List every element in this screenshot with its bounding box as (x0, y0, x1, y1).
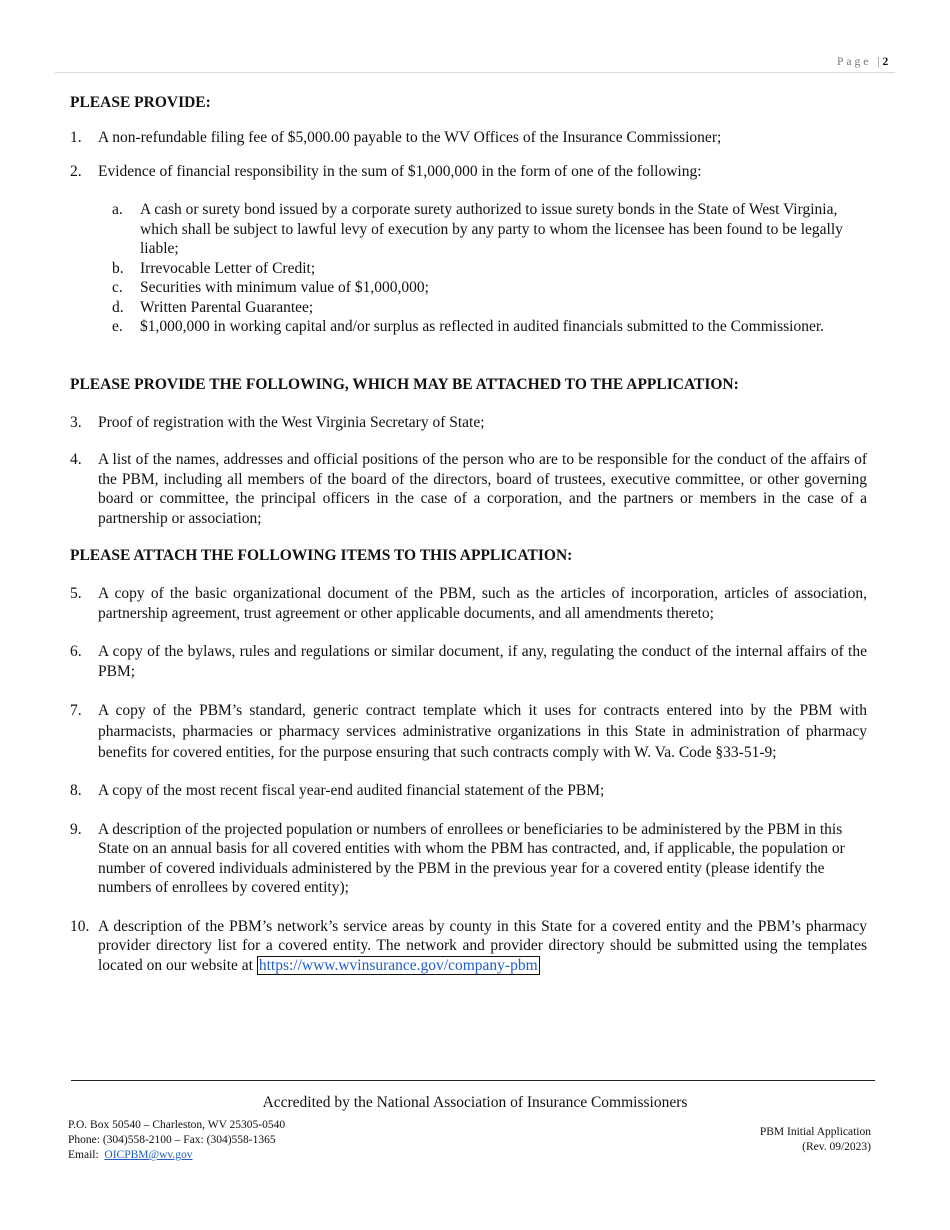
item-number: 7. (70, 702, 82, 719)
sub-item-letter: d. (112, 298, 124, 316)
mailing-address: P.O. Box 50540 – Charleston, WV 25305-0540 (68, 1119, 286, 1131)
form-name: PBM Initial Application (759, 1126, 871, 1138)
item-number: 4. (70, 451, 82, 468)
sub-item-b (70, 259, 867, 279)
item-text: Proof of registration with the West Virginia Secretary of State; (98, 413, 485, 431)
item-text: A copy of the most recent fiscal year-end audited financial statement of the PBM; (98, 782, 605, 799)
list-item-10 (70, 917, 867, 976)
contact-block (68, 1118, 285, 1163)
item-text: A copy of the bylaws, rules and regulations or similar document, if any, regulating the conduct of the internal affairs of the PBM; (98, 643, 867, 680)
item-text: A description of the projected population or numbers of enrollees or beneficiaries to be administered by the PBM in this State on an annual basis for all covered entities with whom the PBM has contracted, and, if applicable, the population or number of covered individuals administered by the PBM in the previous year for a covered entity (please identify the numbers of enrollees by covered entity); (98, 820, 845, 896)
sub-item-text: Irrevocable Letter of Credit; (140, 259, 316, 277)
list-item-8 (70, 781, 867, 801)
page-number: 2 (882, 56, 889, 68)
section-heading-please-provide: PLEASE PROVIDE: (70, 94, 211, 111)
sub-item-letter: a. (112, 201, 123, 218)
phone-fax: Phone: (304)558-2100 – Fax: (304)558-1365 (68, 1134, 276, 1146)
sub-item-text: Securities with minimum value of $1,000,000; (140, 279, 429, 296)
item-text: A copy of the basic organizational document of the PBM, such as the articles of incorporation, articles of association, partnership agreement, trust agreement or other applicable documents, and all amendments thereto; (98, 585, 867, 622)
sub-item-a (70, 200, 867, 259)
sub-item-c (70, 278, 867, 298)
email-label: Email: (68, 1149, 105, 1161)
sub-item-text: A cash or surety bond issued by a corporate surety authorized to issue surety bonds in the State of West Virginia, which shall be subject to lawful levy of execution by any party to whom the licensee has been found to be legally liable; (140, 201, 843, 257)
item-text: A non-refundable filing fee of $5,000.00 payable to the WV Offices of the Insurance Commissioner; (98, 129, 722, 146)
list-item-2 (70, 162, 867, 182)
item-text: A list of the names, addresses and official positions of the person who are to be responsible for the conduct of the affairs of the PBM, including all members of the board of the directors, board of trustees, executive committee, or other governing board or committee, the principal officers in the case of a corporation, and the partners or members in the case of a partnership or association; (98, 451, 867, 527)
item-number: 8. (70, 782, 82, 799)
form-identifier (760, 1125, 871, 1155)
page-label: Page | (837, 56, 883, 68)
item-text: A description of the PBM’s network’s service areas by county in this State for a covered entity and the PBM’s pharmacy provider directory list for a covered entity. The network and provider directory should be submitted using the templates located on our website at (98, 917, 867, 974)
sub-item-text: Written Parental Guarantee; (140, 298, 314, 316)
email-link[interactable]: OICPBM@wv.gov (104, 1149, 193, 1161)
item-number: 9. (70, 820, 82, 838)
document-body (70, 93, 867, 975)
item-number: 5. (70, 585, 82, 602)
email-line (68, 1148, 285, 1163)
item-number: 1. (70, 129, 82, 146)
item-number: 3. (70, 413, 82, 431)
item-text: Evidence of financial responsibility in the sum of $1,000,000 in the form of one of the following: (98, 162, 702, 180)
list-item-4 (70, 450, 867, 528)
header-divider (55, 72, 895, 73)
sub-list (70, 200, 867, 337)
form-revision: (Rev. 09/2023) (802, 1141, 871, 1153)
section-heading-attach-items: PLEASE ATTACH THE FOLLOWING ITEMS TO THIS APPLICATION: (70, 547, 573, 564)
list-item-5 (70, 584, 867, 623)
sub-item-text: $1,000,000 in working capital and/or surplus as reflected in audited financials submitted to the Commissioner. (140, 318, 825, 335)
item-text: A copy of the PBM’s standard, generic contract template which it uses for contracts entered into by the PBM with pharmacists, pharmacies or pharmacy services administrative organizations in this State in administration of pharmacy benefits for covered entities, for the purpose ensuring that such contracts comply with W. Va. Code §33-51-9; (98, 702, 867, 761)
list-item-7 (70, 700, 867, 763)
sub-item-e (70, 317, 867, 337)
list-item-1 (70, 128, 867, 148)
list-item-3 (70, 413, 867, 433)
sub-item-d (70, 298, 867, 318)
accreditation-statement: Accredited by the National Association of Insurance Commissioners (262, 1094, 688, 1111)
page-number-label (837, 56, 888, 68)
list-item-9 (70, 820, 867, 898)
item-number: 2. (70, 162, 82, 180)
list-item-6 (70, 642, 867, 681)
section-heading-may-be-attached: PLEASE PROVIDE THE FOLLOWING, WHICH MAY BE ATTACHED TO THE APPLICATION: (70, 375, 739, 393)
item-number: 6. (70, 643, 82, 660)
sub-item-letter: e. (112, 318, 123, 335)
sub-item-letter: c. (112, 279, 123, 296)
item-number: 10. (70, 917, 90, 935)
sub-item-letter: b. (112, 259, 124, 277)
footer-divider (71, 1080, 875, 1081)
company-pbm-link[interactable]: https://www.wvinsurance.gov/company-pbm (258, 956, 538, 974)
